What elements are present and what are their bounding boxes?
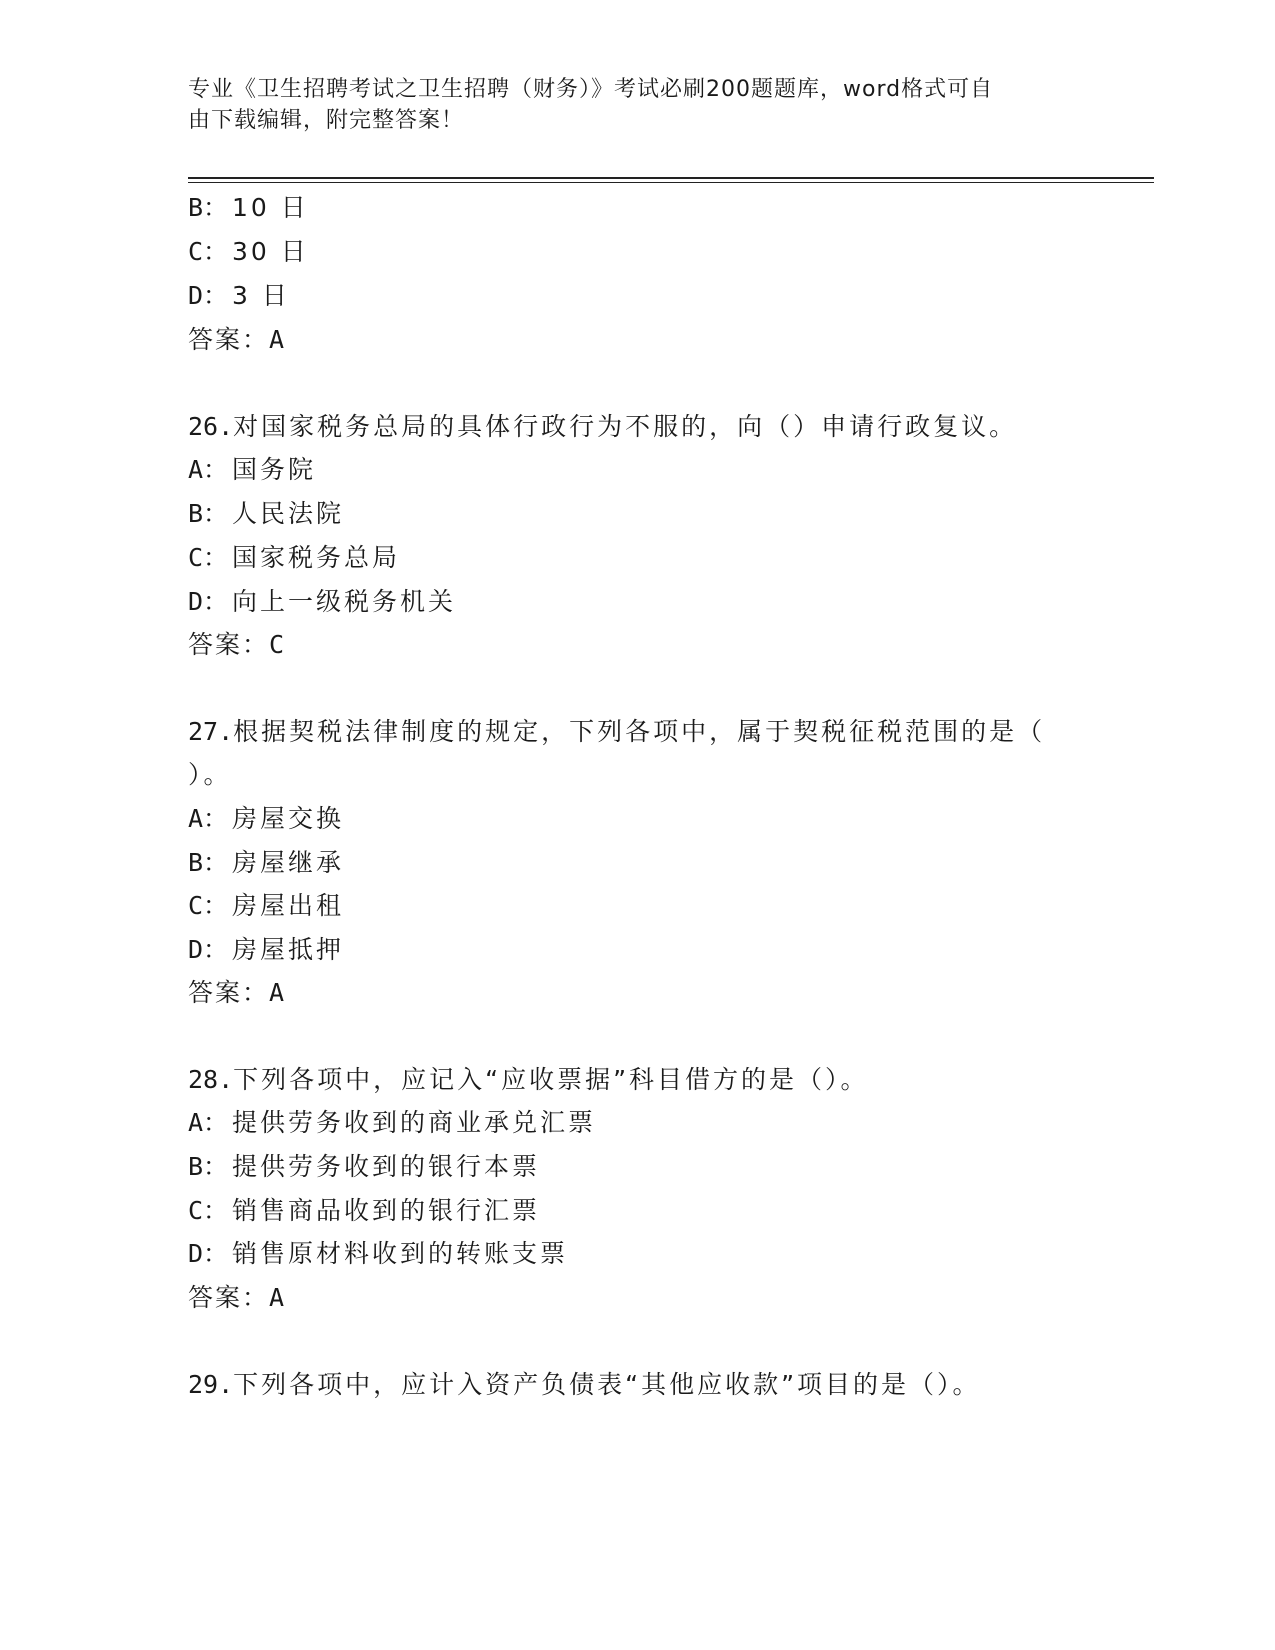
option-text: 10 日: [232, 193, 309, 222]
option-b: [188, 846, 344, 880]
page-header: [188, 74, 1078, 136]
option-b: [188, 191, 309, 225]
option-key: C：: [188, 891, 229, 920]
option-key: A：: [188, 1108, 229, 1137]
option-text: 国务院: [232, 455, 317, 484]
option-text: 3 日: [232, 281, 290, 310]
option-text: 销售商品收到的银行汇票: [232, 1196, 541, 1225]
question-text: ）。: [188, 760, 232, 789]
option-key: D：: [188, 935, 229, 964]
option-key: B：: [188, 1152, 229, 1181]
option-d: [188, 1237, 568, 1271]
option-d: [188, 933, 344, 967]
header-divider-thin: [188, 182, 1154, 183]
question-text: 对国家税务总局的具体行政行为不服的，向（）申请行政复议。: [233, 412, 1018, 441]
answer-value: A: [269, 325, 288, 354]
question-stem: [188, 1063, 869, 1097]
option-text: 销售原材料收到的转账支票: [232, 1239, 569, 1268]
option-key: C：: [188, 543, 229, 572]
option-key: B：: [188, 848, 229, 877]
answer-label: 答案：: [188, 325, 270, 354]
option-c: [188, 235, 309, 269]
question-stem-cont: [188, 758, 232, 792]
option-key: C：: [188, 1196, 229, 1225]
option-key: B：: [188, 499, 229, 528]
question-number: 28.: [188, 1065, 234, 1094]
option-text: 人民法院: [232, 499, 345, 528]
option-c: [188, 1194, 540, 1228]
option-b: [188, 497, 344, 531]
option-text: 房屋继承: [232, 848, 345, 877]
question-number: 26.: [188, 412, 234, 441]
option-key: D：: [188, 587, 229, 616]
option-text: 提供劳务收到的商业承兑汇票: [232, 1108, 597, 1137]
answer-line: [188, 1281, 287, 1315]
answer-label: 答案：: [188, 1283, 270, 1312]
question-number: 29.: [188, 1370, 234, 1399]
answer-label: 答案：: [188, 630, 270, 659]
option-text: 向上一级税务机关: [232, 587, 457, 616]
answer-label: 答案：: [188, 978, 270, 1007]
option-a: [188, 802, 344, 836]
question-text: 根据契税法律制度的规定，下列各项中，属于契税征税范围的是（: [233, 717, 1046, 746]
header-line-1: 专业《卫生招聘考试之卫生招聘（财务）》考试必刷200题题库，word格式可自: [188, 77, 994, 102]
option-c: [188, 541, 400, 575]
option-key: A：: [188, 455, 229, 484]
answer-value: A: [269, 978, 288, 1007]
option-text: 房屋交换: [232, 804, 345, 833]
option-c: [188, 889, 344, 923]
question-text: 下列各项中，应记入“应收票据”科目借方的是（）。: [233, 1065, 869, 1094]
answer-line: [188, 628, 287, 662]
option-text: 提供劳务收到的银行本票: [232, 1152, 541, 1181]
option-key: D：: [188, 281, 229, 310]
answer-value: A: [269, 1283, 288, 1312]
question-stem: [188, 410, 1017, 444]
option-key: A：: [188, 804, 229, 833]
option-b: [188, 1150, 540, 1184]
question-text: 下列各项中，应计入资产负债表“其他应收款”项目的是（）。: [233, 1370, 981, 1399]
question-stem: [188, 1368, 981, 1402]
option-d: [188, 585, 456, 619]
option-key: D：: [188, 1239, 229, 1268]
option-key: B：: [188, 193, 229, 222]
question-number: 27.: [188, 717, 234, 746]
option-text: 30 日: [232, 237, 309, 266]
option-d: [188, 279, 290, 313]
answer-value: C: [269, 630, 288, 659]
option-text: 房屋出租: [232, 891, 345, 920]
question-stem: [188, 715, 1045, 749]
answer-line: [188, 323, 287, 357]
option-text: 房屋抵押: [232, 935, 345, 964]
option-text: 国家税务总局: [232, 543, 401, 572]
answer-line: [188, 976, 287, 1010]
option-a: [188, 453, 316, 487]
header-divider: [188, 177, 1154, 179]
header-line-2: 由下载编辑，附完整答案！: [188, 108, 465, 133]
option-key: C：: [188, 237, 229, 266]
option-a: [188, 1106, 596, 1140]
